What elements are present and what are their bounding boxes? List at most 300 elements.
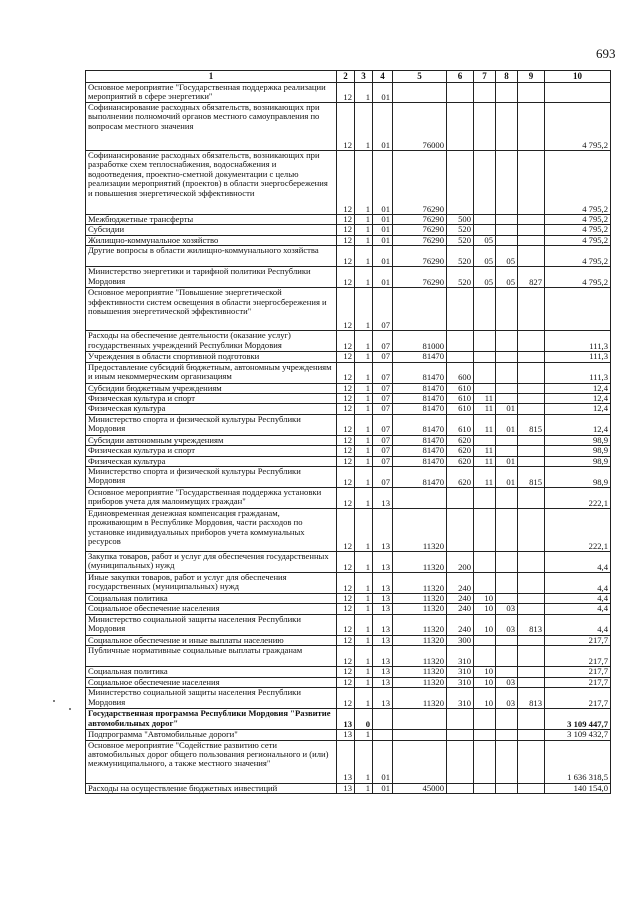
code-section — [474, 83, 496, 103]
table-row — [86, 394, 611, 404]
code-subsection — [496, 740, 518, 783]
row-description: Основное мероприятие "Содействие развитию сети автомобильных дорог общего пользования регионального и (или) межмуниципального, а также местного значения" — [86, 740, 337, 783]
code-subsection — [496, 446, 518, 456]
code-ministry: 815 — [518, 467, 545, 488]
row-amount: 111,3 — [545, 331, 611, 352]
code-subsection — [496, 225, 518, 235]
code-subsection — [496, 151, 518, 215]
column-header: 8 — [496, 71, 518, 83]
row-amount: 217,7 — [545, 646, 611, 667]
row-amount: 4 795,2 — [545, 215, 611, 225]
code-subprogram: 1 — [355, 594, 373, 604]
code-program: 12 — [337, 573, 355, 594]
table-row — [86, 709, 611, 730]
table-row — [86, 509, 611, 552]
table-row — [86, 667, 611, 677]
row-description: Расходы на осуществление бюджетных инвестиций — [86, 783, 337, 793]
column-header-row — [86, 71, 611, 83]
code-program: 12 — [337, 246, 355, 267]
row-amount: 3 109 447,7 — [545, 709, 611, 730]
code-expense-type: 620 — [447, 446, 474, 456]
code-direction: 76290 — [393, 235, 447, 245]
code-ministry — [518, 552, 545, 573]
code-ministry — [518, 677, 545, 687]
code-direction: 81470 — [393, 394, 447, 404]
code-section — [474, 225, 496, 235]
code-event: 07 — [373, 362, 393, 383]
code-subprogram: 1 — [355, 740, 373, 783]
row-description: Основное мероприятие "Государственная поддержка установки приборов учета для малоимущих граждан" — [86, 488, 337, 509]
code-subsection — [496, 235, 518, 245]
code-event: 07 — [373, 446, 393, 456]
code-direction: 11320 — [393, 614, 447, 635]
code-program: 12 — [337, 331, 355, 352]
code-ministry — [518, 646, 545, 667]
code-section — [474, 288, 496, 331]
code-subsection — [496, 288, 518, 331]
code-ministry — [518, 740, 545, 783]
code-subsection: 03 — [496, 614, 518, 635]
table-row — [86, 614, 611, 635]
code-ministry — [518, 667, 545, 677]
code-subprogram: 1 — [355, 509, 373, 552]
table-row — [86, 331, 611, 352]
code-expense-type — [447, 83, 474, 103]
code-subprogram: 1 — [355, 688, 373, 709]
code-ministry — [518, 103, 545, 151]
code-direction — [393, 709, 447, 730]
code-ministry — [518, 456, 545, 466]
code-event: 07 — [373, 394, 393, 404]
code-program: 12 — [337, 435, 355, 445]
code-subsection: 01 — [496, 414, 518, 435]
code-section — [474, 151, 496, 215]
code-event: 01 — [373, 740, 393, 783]
code-program: 12 — [337, 288, 355, 331]
table-row — [86, 783, 611, 793]
row-description: Министерство социальной защиты населения Республики Мордовия — [86, 614, 337, 635]
table-row — [86, 467, 611, 488]
code-direction: 11320 — [393, 677, 447, 687]
code-subsection: 01 — [496, 456, 518, 466]
code-program: 12 — [337, 604, 355, 614]
code-event: 13 — [373, 552, 393, 573]
code-program: 12 — [337, 594, 355, 604]
code-ministry — [518, 235, 545, 245]
code-section — [474, 362, 496, 383]
row-description: Субсидии бюджетным учреждениям — [86, 383, 337, 393]
table-row — [86, 456, 611, 466]
code-direction: 81000 — [393, 331, 447, 352]
code-ministry — [518, 246, 545, 267]
row-description: Предоставление субсидий бюджетным, автономным учреждениям и иным некоммерческим организациям — [86, 362, 337, 383]
code-program: 12 — [337, 414, 355, 435]
code-event: 01 — [373, 215, 393, 225]
row-description: Софинансирование расходных обязательств, возникающих при выполнении полномочий органов местного самоуправления по вопросам местного значения — [86, 103, 337, 151]
code-event: 07 — [373, 467, 393, 488]
code-program: 12 — [337, 488, 355, 509]
code-ministry — [518, 215, 545, 225]
code-event: 13 — [373, 614, 393, 635]
code-subprogram: 1 — [355, 331, 373, 352]
table-row — [86, 404, 611, 414]
code-subprogram: 1 — [355, 488, 373, 509]
code-subsection — [496, 573, 518, 594]
code-ministry — [518, 383, 545, 393]
row-amount: 4 795,2 — [545, 246, 611, 267]
code-expense-type — [447, 740, 474, 783]
code-ministry: 827 — [518, 267, 545, 288]
code-subprogram: 1 — [355, 414, 373, 435]
code-program: 12 — [337, 362, 355, 383]
code-subprogram: 1 — [355, 394, 373, 404]
code-ministry — [518, 435, 545, 445]
code-event: 01 — [373, 103, 393, 151]
code-subprogram: 1 — [355, 235, 373, 245]
code-direction: 11320 — [393, 646, 447, 667]
code-subprogram: 1 — [355, 267, 373, 288]
code-program: 12 — [337, 446, 355, 456]
code-subsection — [496, 667, 518, 677]
code-subsection — [496, 635, 518, 645]
code-program: 12 — [337, 456, 355, 466]
code-subsection — [496, 594, 518, 604]
code-event: 01 — [373, 246, 393, 267]
row-description: Расходы на обеспечение деятельности (оказание услуг) государственных учреждений Республики Мордовия — [86, 331, 337, 352]
code-event: 13 — [373, 677, 393, 687]
code-subprogram: 1 — [355, 635, 373, 645]
code-event: 07 — [373, 404, 393, 414]
code-subsection — [496, 646, 518, 667]
code-section: 10 — [474, 604, 496, 614]
code-ministry — [518, 404, 545, 414]
code-ministry — [518, 288, 545, 331]
code-subsection — [496, 488, 518, 509]
page-number: 693 — [596, 46, 616, 61]
code-section: 05 — [474, 246, 496, 267]
code-section: 11 — [474, 456, 496, 466]
code-section — [474, 552, 496, 573]
code-event — [373, 709, 393, 730]
code-expense-type: 300 — [447, 635, 474, 645]
table-row — [86, 573, 611, 594]
code-section — [474, 331, 496, 352]
code-program: 12 — [337, 215, 355, 225]
row-amount: 4,4 — [545, 573, 611, 594]
row-amount: 4,4 — [545, 604, 611, 614]
code-subsection — [496, 783, 518, 793]
code-section: 05 — [474, 267, 496, 288]
code-subprogram: 1 — [355, 730, 373, 740]
code-ministry: 813 — [518, 688, 545, 709]
code-event: 13 — [373, 573, 393, 594]
code-event: 01 — [373, 783, 393, 793]
table-row — [86, 288, 611, 331]
code-subprogram: 1 — [355, 246, 373, 267]
row-description: Другие вопросы в области жилищно-коммунального хозяйства — [86, 246, 337, 267]
code-event: 13 — [373, 667, 393, 677]
row-description: Основное мероприятие "Повышение энергетической эффективности систем освещения в области энергосбережения и повышения энергетической эффективности" — [86, 288, 337, 331]
code-expense-type: 240 — [447, 594, 474, 604]
code-expense-type: 620 — [447, 456, 474, 466]
code-direction: 11320 — [393, 635, 447, 645]
code-ministry — [518, 509, 545, 552]
code-ministry: 813 — [518, 614, 545, 635]
code-subprogram: 1 — [355, 404, 373, 414]
code-ministry — [518, 83, 545, 103]
code-section: 11 — [474, 394, 496, 404]
row-description: Межбюджетные трансферты — [86, 215, 337, 225]
code-subprogram: 1 — [355, 83, 373, 103]
row-amount: 217,7 — [545, 635, 611, 645]
code-expense-type — [447, 488, 474, 509]
code-direction: 76000 — [393, 103, 447, 151]
code-subsection — [496, 552, 518, 573]
row-amount — [545, 83, 611, 103]
code-program: 12 — [337, 667, 355, 677]
code-program: 13 — [337, 783, 355, 793]
code-direction: 81470 — [393, 435, 447, 445]
row-description: Субсидии — [86, 225, 337, 235]
code-expense-type — [447, 331, 474, 352]
code-subprogram: 1 — [355, 552, 373, 573]
code-program: 12 — [337, 383, 355, 393]
code-direction: 76290 — [393, 225, 447, 235]
row-description: Социальная политика — [86, 594, 337, 604]
code-ministry — [518, 151, 545, 215]
row-amount: 217,7 — [545, 667, 611, 677]
code-event — [373, 730, 393, 740]
code-subprogram: 1 — [355, 362, 373, 383]
code-subsection: 05 — [496, 246, 518, 267]
row-description: Государственная программа Республики Мордовия "Развитие автомобильных дорог" — [86, 709, 337, 730]
row-amount: 3 109 432,7 — [545, 730, 611, 740]
table-row — [86, 235, 611, 245]
code-ministry — [518, 331, 545, 352]
column-header: 6 — [447, 71, 474, 83]
table-row — [86, 688, 611, 709]
code-program: 12 — [337, 151, 355, 215]
code-subsection — [496, 509, 518, 552]
table-row — [86, 488, 611, 509]
row-description: Социальное обеспечение и иные выплаты населению — [86, 635, 337, 645]
code-subsection: 01 — [496, 404, 518, 414]
code-program: 12 — [337, 677, 355, 687]
row-description: Физическая культура — [86, 456, 337, 466]
row-amount: 222,1 — [545, 509, 611, 552]
row-description: Публичные нормативные социальные выплаты гражданам — [86, 646, 337, 667]
column-header: 1 — [86, 71, 337, 83]
table-row — [86, 594, 611, 604]
code-expense-type: 600 — [447, 362, 474, 383]
row-amount: 4 795,2 — [545, 235, 611, 245]
code-expense-type — [447, 709, 474, 730]
code-program: 12 — [337, 103, 355, 151]
code-direction: 81470 — [393, 352, 447, 362]
code-event: 01 — [373, 235, 393, 245]
code-section: 05 — [474, 235, 496, 245]
code-subprogram: 1 — [355, 383, 373, 393]
code-direction — [393, 288, 447, 331]
code-direction: 81470 — [393, 446, 447, 456]
code-subsection — [496, 352, 518, 362]
row-amount: 140 154,0 — [545, 783, 611, 793]
table-row — [86, 604, 611, 614]
row-amount: 4,4 — [545, 552, 611, 573]
code-expense-type: 310 — [447, 688, 474, 709]
column-header: 5 — [393, 71, 447, 83]
code-direction: 81470 — [393, 383, 447, 393]
code-ministry — [518, 352, 545, 362]
table-row — [86, 383, 611, 393]
code-direction: 76290 — [393, 267, 447, 288]
code-section — [474, 646, 496, 667]
row-amount: 4,4 — [545, 614, 611, 635]
code-direction: 11320 — [393, 688, 447, 709]
code-event: 07 — [373, 414, 393, 435]
code-section — [474, 103, 496, 151]
code-direction — [393, 488, 447, 509]
table-row — [86, 83, 611, 103]
code-program: 12 — [337, 225, 355, 235]
column-header: 3 — [355, 71, 373, 83]
code-expense-type — [447, 509, 474, 552]
code-ministry: 815 — [518, 414, 545, 435]
column-header: 10 — [545, 71, 611, 83]
code-event: 13 — [373, 604, 393, 614]
code-subprogram: 1 — [355, 103, 373, 151]
code-ministry — [518, 225, 545, 235]
row-description: Субсидии автономным учреждениям — [86, 435, 337, 445]
table-row — [86, 246, 611, 267]
code-ministry — [518, 604, 545, 614]
table-row — [86, 414, 611, 435]
code-direction: 11320 — [393, 552, 447, 573]
code-ministry — [518, 446, 545, 456]
code-section — [474, 383, 496, 393]
code-program: 12 — [337, 235, 355, 245]
row-amount: 4 795,2 — [545, 267, 611, 288]
code-event: 07 — [373, 456, 393, 466]
code-program: 12 — [337, 614, 355, 635]
row-amount: 4 795,2 — [545, 151, 611, 215]
scan-speck — [69, 708, 71, 710]
code-direction: 11320 — [393, 509, 447, 552]
code-expense-type — [447, 288, 474, 331]
code-subsection — [496, 435, 518, 445]
code-section — [474, 215, 496, 225]
row-amount — [545, 288, 611, 331]
code-event: 07 — [373, 288, 393, 331]
row-amount: 222,1 — [545, 488, 611, 509]
code-subprogram: 1 — [355, 446, 373, 456]
row-description: Единовременная денежная компенсация гражданам, проживающим в Республике Мордовия, части расходов по установке индивидуальных приборов учета коммунальных ресурсов — [86, 509, 337, 552]
row-amount: 12,4 — [545, 383, 611, 393]
row-description: Иные закупки товаров, работ и услуг для обеспечения государственных (муниципальных) нужд — [86, 573, 337, 594]
code-program: 12 — [337, 352, 355, 362]
code-expense-type: 520 — [447, 246, 474, 267]
table-row — [86, 151, 611, 215]
code-direction: 11320 — [393, 667, 447, 677]
row-amount: 98,9 — [545, 456, 611, 466]
row-description: Социальное обеспечение населения — [86, 677, 337, 687]
code-program: 13 — [337, 740, 355, 783]
code-program: 12 — [337, 646, 355, 667]
code-direction: 81470 — [393, 467, 447, 488]
code-expense-type: 620 — [447, 467, 474, 488]
code-program: 12 — [337, 83, 355, 103]
code-subprogram: 1 — [355, 573, 373, 594]
table-row — [86, 225, 611, 235]
code-program: 13 — [337, 709, 355, 730]
row-description: Министерство социальной защиты населения Республики Мордовия — [86, 688, 337, 709]
row-amount: 4 795,2 — [545, 103, 611, 151]
code-subprogram: 0 — [355, 709, 373, 730]
row-amount: 1 636 318,5 — [545, 740, 611, 783]
row-description: Жилищно-коммунальное хозяйство — [86, 235, 337, 245]
table-row — [86, 646, 611, 667]
row-description: Физическая культура и спорт — [86, 446, 337, 456]
table-row — [86, 103, 611, 151]
code-event: 01 — [373, 225, 393, 235]
code-ministry — [518, 594, 545, 604]
code-section: 11 — [474, 404, 496, 414]
code-section: 10 — [474, 677, 496, 687]
code-subprogram: 1 — [355, 435, 373, 445]
code-subprogram: 1 — [355, 604, 373, 614]
code-expense-type: 520 — [447, 267, 474, 288]
code-program: 12 — [337, 635, 355, 645]
row-description: Софинансирование расходных обязательств, возникающих при разработке схем теплоснабжения, водоснабжения и водоотведения, проектно-сметной документации с целью реализации мероприятий (проектов) в области энергосбережения и повышения энергетической эффективности — [86, 151, 337, 215]
code-program: 12 — [337, 267, 355, 288]
code-event: 13 — [373, 635, 393, 645]
code-section — [474, 352, 496, 362]
column-header: 4 — [373, 71, 393, 83]
row-description: Физическая культура и спорт — [86, 394, 337, 404]
code-subprogram: 1 — [355, 352, 373, 362]
row-amount: 4,4 — [545, 594, 611, 604]
code-expense-type: 200 — [447, 552, 474, 573]
code-event: 07 — [373, 331, 393, 352]
code-subsection — [496, 83, 518, 103]
code-subsection: 03 — [496, 604, 518, 614]
code-subsection: 01 — [496, 467, 518, 488]
code-subprogram: 1 — [355, 467, 373, 488]
code-program: 12 — [337, 467, 355, 488]
code-expense-type — [447, 151, 474, 215]
row-amount: 12,4 — [545, 414, 611, 435]
code-ministry — [518, 635, 545, 645]
code-subprogram: 1 — [355, 677, 373, 687]
column-header: 7 — [474, 71, 496, 83]
code-subsection — [496, 103, 518, 151]
code-expense-type: 610 — [447, 383, 474, 393]
table-row — [86, 267, 611, 288]
table-row — [86, 362, 611, 383]
code-section — [474, 573, 496, 594]
budget-table — [85, 70, 611, 794]
code-expense-type: 240 — [447, 604, 474, 614]
code-program: 12 — [337, 509, 355, 552]
code-subsection — [496, 215, 518, 225]
code-event: 07 — [373, 352, 393, 362]
code-direction: 45000 — [393, 783, 447, 793]
code-expense-type: 500 — [447, 215, 474, 225]
code-subsection — [496, 383, 518, 393]
row-description: Учреждения в области спортивной подготовки — [86, 352, 337, 362]
row-amount: 98,9 — [545, 446, 611, 456]
code-expense-type — [447, 783, 474, 793]
